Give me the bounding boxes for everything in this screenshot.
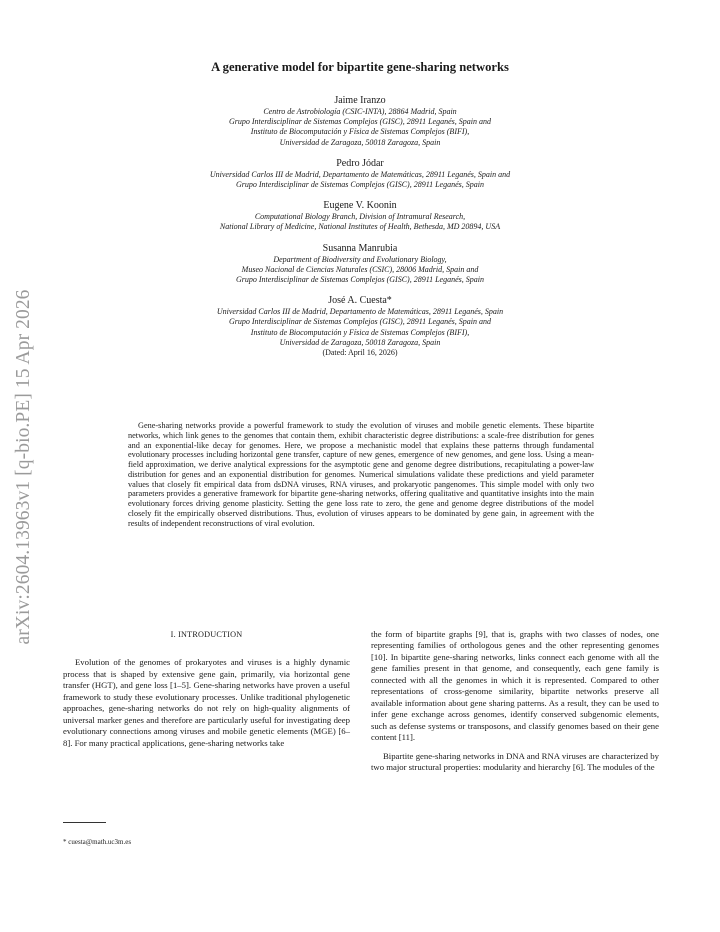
section-heading: I. INTRODUCTION xyxy=(170,630,243,639)
affiliation-line: Grupo Interdisciplinar de Sistemas Complejos (GISC), 28911 Leganés, Spain and xyxy=(229,117,491,127)
affiliation-line: Universidad Carlos III de Madrid, Departamento de Matemáticas, 28911 Leganés, Spain and xyxy=(209,169,511,179)
dated-line: (Dated: April 16, 2026) xyxy=(322,348,398,358)
author-name: Susanna Manrubia xyxy=(322,242,398,254)
author-block xyxy=(100,294,620,358)
author-block xyxy=(100,94,620,148)
arxiv-identifier[interactable]: arXiv:2604.13963v1 [q-bio.PE] 15 Apr 2026 xyxy=(13,289,34,645)
affiliation-line: Instituto de Biocomputación y Física de Sistemas Complejos (BIFI), xyxy=(250,327,470,337)
affiliation-line: Instituto de Biocomputación y Física de Sistemas Complejos (BIFI), xyxy=(250,127,470,137)
body-paragraph: Bipartite gene-sharing networks in DNA and RNA viruses are characterized by two major structural properties: modularity and hierarchy [6]. The modules of the xyxy=(371,750,659,772)
paper-header xyxy=(100,60,620,367)
affiliation-line: Centro de Astrobiología (CSIC-INTA), 28864 Madrid, Spain xyxy=(263,107,457,116)
paper-title: A generative model for bipartite gene-sharing networks xyxy=(211,60,509,74)
author-name: Pedro Jódar xyxy=(336,157,384,169)
right-column xyxy=(371,629,659,773)
author-block xyxy=(100,199,620,232)
footnote: * cuesta@math.uc3m.es xyxy=(63,838,132,846)
left-column xyxy=(63,629,350,749)
author-name: José A. Cuesta* xyxy=(328,295,392,307)
abstract: Gene-sharing networks provide a powerful framework to study the evolution of viruses and mobile genetic elements. These bipartite networks, which link genes to the genomes that contain them, exhibit characteristic degree distributions: a scale-free distribution for genes and an exponential-like decay for genomes. Here, we propose a mechanistic model that explains these patterns through fundamental evolutionary processes including horizontal gene transfer, capture of new genes, emergence of new genomes, and gene loss. Using a mean-field approximation, we derive analytical expressions for the asymptotic gene and genome degree distributions, recapitulating a power-law distribution for genes and an exponential distribution for genomes. Numerical simulations validate these predictions and yield parameter values that closely fit empirical data from dsDNA viruses, RNA viruses, and prokaryotic pangenomes. This simple model with only two parameters provides a generative framework for bipartite gene-sharing networks, offering qualitative and quantitative insights into the main evolutionary forces driving genome plasticity. Setting the gene loss rate to zero, the gene and genome degree distributions of the model closely fit the empirically observed distributions. Thus, evolution of viruses appears to be dominated by gene gain, in agreement with the results of independent reconstructions of viral evolution. xyxy=(128,421,594,528)
affiliation-line: Museo Nacional de Ciencias Naturales (CSIC), 28006 Madrid, Spain and xyxy=(241,264,479,274)
affiliation-line: Universidad de Zaragoza, 50018 Zaragoza, Spain xyxy=(279,137,441,147)
affiliation-line: Grupo Interdisciplinar de Sistemas Complejos (GISC), 28911 Leganés, Spain xyxy=(236,180,484,190)
affiliation-line: Universidad Carlos III de Madrid, Departamento de Matemáticas, 28911 Leganés, Spain xyxy=(216,307,504,317)
author-block xyxy=(100,242,620,286)
body-paragraph: Evolution of the genomes of prokaryotes and viruses is a highly dynamic process that is shaped by extensive gene gain, primarily, via horizontal gene transfer (HGT), and gene loss [1–5]. Gene-sharing networks have proven a useful framework to study these evolutionary processes. Unlike traditional phylogenetic approaches, gene-sharing networks do not rely on high-quality alignments of universal marker genes and therefore are particularly useful for investigating deep evolutionary connections among viruses and mobile genetic elements (MGE) [6–8]. For many practical applications, gene-sharing networks take xyxy=(63,657,350,748)
author-block xyxy=(100,157,620,190)
body-paragraph: the form of bipartite graphs [9], that is, graphs with two classes of nodes, one representing families of orthologous genes and the other representing genomes [10]. In bipartite gene-sharing networks, links connect each genome with all the gene families present in that genome, and consequently, each gene family is connected with all the genomes in which it is represented. Compared to other representations of cross-genome similarity, bipartite networks preserve all available information about gene sharing patterns. As a result, they can be used to infer gene exchange across genomes, identify conserved subgenomic elements, such as defense systems or transposons, and classify genomes based on their gene content [11]. xyxy=(371,629,659,743)
affiliation-line: Grupo Interdisciplinar de Sistemas Complejos (GISC), 28911 Leganés, Spain and xyxy=(229,317,491,327)
affiliation-line: Department of Biodiversity and Evolutionary Biology, xyxy=(273,254,447,264)
affiliation-line: Grupo Interdisciplinar de Sistemas Complejos (GISC), 28911 Leganés, Spain xyxy=(236,275,484,285)
footnote-rule xyxy=(63,822,106,823)
affiliation-line: National Library of Medicine, National Institutes of Health, Bethesda, MD 20894, USA xyxy=(219,222,501,232)
affiliation-line: Computational Biology Branch, Division of Intramural Research, xyxy=(254,212,466,222)
arxiv-sidebar-stamp xyxy=(13,247,35,687)
affiliation-line: Universidad de Zaragoza, 50018 Zaragoza, Spain xyxy=(279,337,441,347)
author-name: Jaime Iranzo xyxy=(334,95,386,106)
author-name: Eugene V. Koonin xyxy=(323,200,397,212)
